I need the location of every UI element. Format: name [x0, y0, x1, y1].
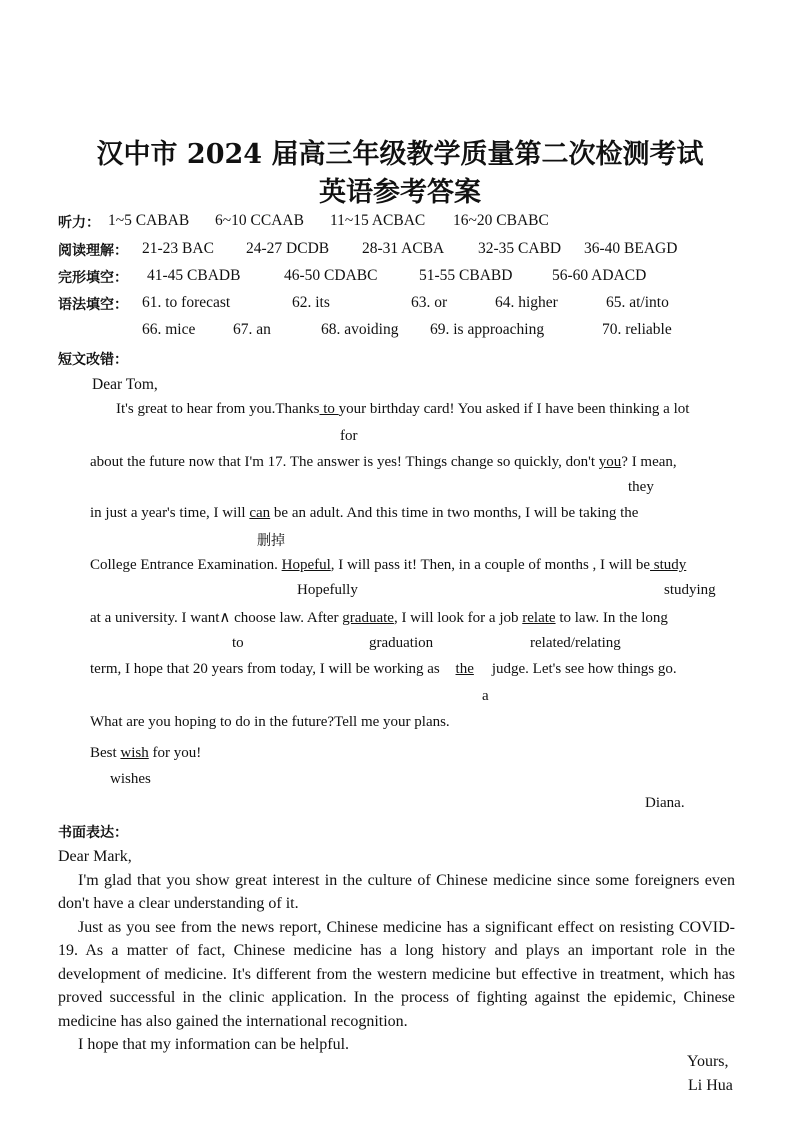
reading-answers-2: 24-27 DCDB [246, 240, 330, 257]
correction-fix-3: 删掉 [257, 533, 285, 549]
grammar-label: 语法填空： [58, 297, 128, 313]
correction-line-3: in just a year's time, I will can be an adult. And this time in two months, I will be taking the [90, 505, 639, 521]
error-word: relate [522, 610, 556, 626]
reading-answers-3: 28-31 ACBA [362, 240, 445, 257]
grammar-answer-63: 63. or [411, 294, 448, 311]
correction-fix-5c: related/relating [530, 635, 621, 651]
cloze-label: 完形填空： [58, 270, 128, 286]
essay-paragraph-2: Just as you see from the news report, Chinese medicine has a significant effect on resisting COVID-19. As a matter of fact, Chinese medicine has a long history and plays an important role in the development of medicine. It's different from the western medicine but effective in treatment, which has proved successful in the clinic application. In the process of fighting against the epidemic, Chinese medicine has also gained the international recognition. [58, 918, 735, 1030]
correction-fix-4b: studying [664, 582, 716, 598]
correction-line-6: term, I hope that 20 years from today, I will be working as the judge. Let's see how things go. [90, 661, 677, 677]
correction-fix-8: wishes [110, 771, 151, 787]
grammar-answer-61: 61. to forecast [142, 294, 231, 311]
cloze-answers-2: 46-50 CDABC [284, 267, 378, 284]
essay-paragraph-1: I'm glad that you show great interest in the culture of Chinese medicine since some foreigners even don't have a clear understanding of it. [58, 871, 735, 912]
essay-greeting: Dear Mark, [58, 848, 132, 865]
correction-fix-2: they [628, 479, 654, 495]
error-word: can [249, 505, 271, 521]
grammar-answer-70: 70. reliable [602, 321, 672, 338]
listening-answers-2: 6~10 CCAAB [215, 212, 304, 229]
writing-label: 书面表达： [58, 825, 128, 841]
listening-answers-4: 16~20 CBABC [453, 212, 549, 229]
error-word: study [650, 557, 687, 573]
writing-essay [58, 845, 735, 1057]
correction-fix-5b: graduation [369, 635, 434, 651]
grammar-answer-67: 67. an [233, 321, 271, 338]
error-word: wish [120, 745, 149, 761]
grammar-answer-65: 65. at/into [606, 294, 669, 311]
correction-line-2: about the future now that I'm 17. The answer is yes! Things change so quickly, don't you? I mean, [90, 454, 677, 470]
cloze-answers-1: 41-45 CBADB [147, 267, 241, 284]
listening-answers-1: 1~5 CABAB [108, 212, 190, 229]
reading-answers-1: 21-23 BAC [142, 240, 214, 257]
grammar-answer-62: 62. its [292, 294, 330, 311]
error-word: to [319, 401, 339, 417]
listening-answers-3: 11~15 ACBAC [330, 212, 426, 229]
cloze-answers-3: 51-55 CBABD [419, 267, 513, 284]
page-title: 汉中市 2024 届高三年级教学质量第二次检测考试 [96, 139, 704, 170]
reading-answers-5: 36-40 BEAGD [584, 240, 678, 257]
correction-fix-5a: to [232, 635, 244, 651]
correction-signature: Diana. [645, 795, 685, 811]
listening-label: 听力： [58, 215, 100, 231]
grammar-answer-68: 68. avoiding [321, 321, 399, 338]
correction-fix-1: for [340, 428, 358, 444]
essay-name: Li Hua [688, 1077, 733, 1094]
page-subtitle: 英语参考答案 [319, 177, 481, 208]
correction-label: 短文改错： [58, 352, 128, 368]
reading-answers-4: 32-35 CABD [478, 240, 562, 257]
error-word: graduate [342, 610, 394, 626]
correction-greeting: Dear Tom, [92, 376, 158, 393]
correction-line-5: at a university. I want∧ choose law. After graduate, I will look for a job relate to law. In the long [90, 610, 668, 626]
error-word: you [598, 454, 622, 470]
grammar-answer-66: 66. mice [142, 321, 196, 338]
correction-line-7: What are you hoping to do in the future?Tell me your plans. [90, 714, 450, 730]
grammar-answer-64: 64. higher [495, 294, 558, 311]
reading-label: 阅读理解： [58, 243, 128, 259]
error-word: the [455, 661, 474, 677]
essay-closing: Yours, [687, 1053, 729, 1070]
correction-line-1: It's great to hear from you.Thanks to your birthday card! You asked if I have been thinking a lot [116, 401, 690, 417]
correction-line-4: College Entrance Examination. Hopeful, I will pass it! Then, in a couple of months , I will be study [90, 557, 687, 573]
correction-fix-6: a [482, 688, 489, 704]
essay-paragraph-3: I hope that my information can be helpful. [78, 1036, 350, 1053]
error-word: Hopeful [281, 557, 331, 573]
correction-fix-4a: Hopefully [297, 582, 358, 598]
correction-line-8: Best wish for you! [90, 745, 202, 761]
grammar-answer-69: 69. is approaching [430, 321, 545, 338]
cloze-answers-4: 56-60 ADACD [552, 267, 647, 284]
